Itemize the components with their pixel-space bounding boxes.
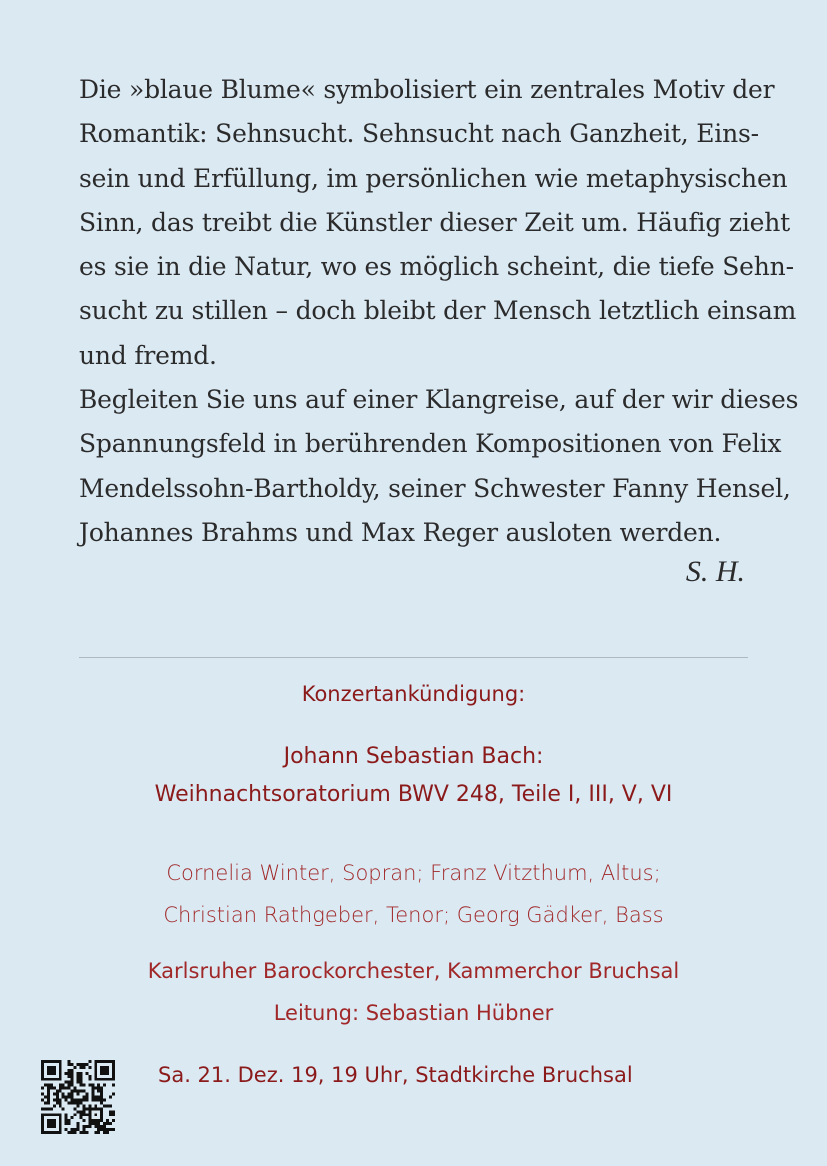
composer-name: Johann Sebastian Bach: bbox=[283, 744, 544, 769]
concert-date-location: Sa. 21. Dez. 19, 19 Uhr, Stadtkirche Bruchsal bbox=[158, 1063, 633, 1087]
essay-text bbox=[79, 68, 799, 555]
qr-code-icon[interactable] bbox=[41, 1060, 115, 1134]
essay-line: Johannes Brahms und Max Reger ausloten werden. bbox=[79, 517, 722, 547]
essay-line: und fremd. bbox=[79, 340, 217, 370]
essay-line: sucht zu stillen – doch bleibt der Mensch letztlich einsam bbox=[79, 296, 797, 326]
essay-line: Begleiten Sie uns auf einer Klangreise, auf der wir dieses bbox=[79, 385, 799, 415]
soloists-line-1: Cornelia Winter, Sopran; Franz Vitzthum, Altus; bbox=[166, 861, 661, 885]
conductor: Leitung: Sebastian Hübner bbox=[273, 1001, 554, 1025]
essay-paragraph-1 bbox=[79, 68, 797, 378]
soloists bbox=[0, 852, 827, 936]
essay-line: sein und Erfüllung, im persönlichen wie metaphysischen bbox=[79, 163, 788, 193]
section-divider bbox=[79, 657, 748, 658]
soloists-line-2: Christian Rathgeber, Tenor; Georg Gädker, Bass bbox=[163, 903, 664, 927]
concert-work bbox=[0, 738, 827, 814]
essay-line: es sie in die Natur, wo es möglich scheint, die tiefe Sehn- bbox=[79, 252, 794, 282]
work-title: Weihnachtsoratorium BWV 248, Teile I, III, V, VI bbox=[154, 782, 673, 807]
essay-line: Mendelssohn-Bartholdy, seiner Schwester Fanny Hensel, bbox=[79, 473, 791, 503]
author-signature: S. H. bbox=[685, 555, 745, 588]
ensembles bbox=[0, 950, 827, 1034]
essay-line: Sinn, das treibt die Künstler dieser Zeit um. Häufig zieht bbox=[79, 207, 791, 237]
essay-paragraph-2 bbox=[79, 378, 799, 555]
essay-line: Romantik: Sehnsucht. Sehnsucht nach Ganzheit, Eins- bbox=[79, 119, 759, 149]
essay-line: Die »blaue Blume« symbolisiert ein zentrales Motiv der bbox=[79, 75, 775, 104]
essay-line: Spannungsfeld in berührenden Kompositionen von Felix bbox=[79, 429, 782, 459]
ensemble-names: Karlsruher Barockorchester, Kammerchor Bruchsal bbox=[147, 959, 680, 983]
announcement-heading: Konzertankündigung: bbox=[301, 682, 526, 706]
